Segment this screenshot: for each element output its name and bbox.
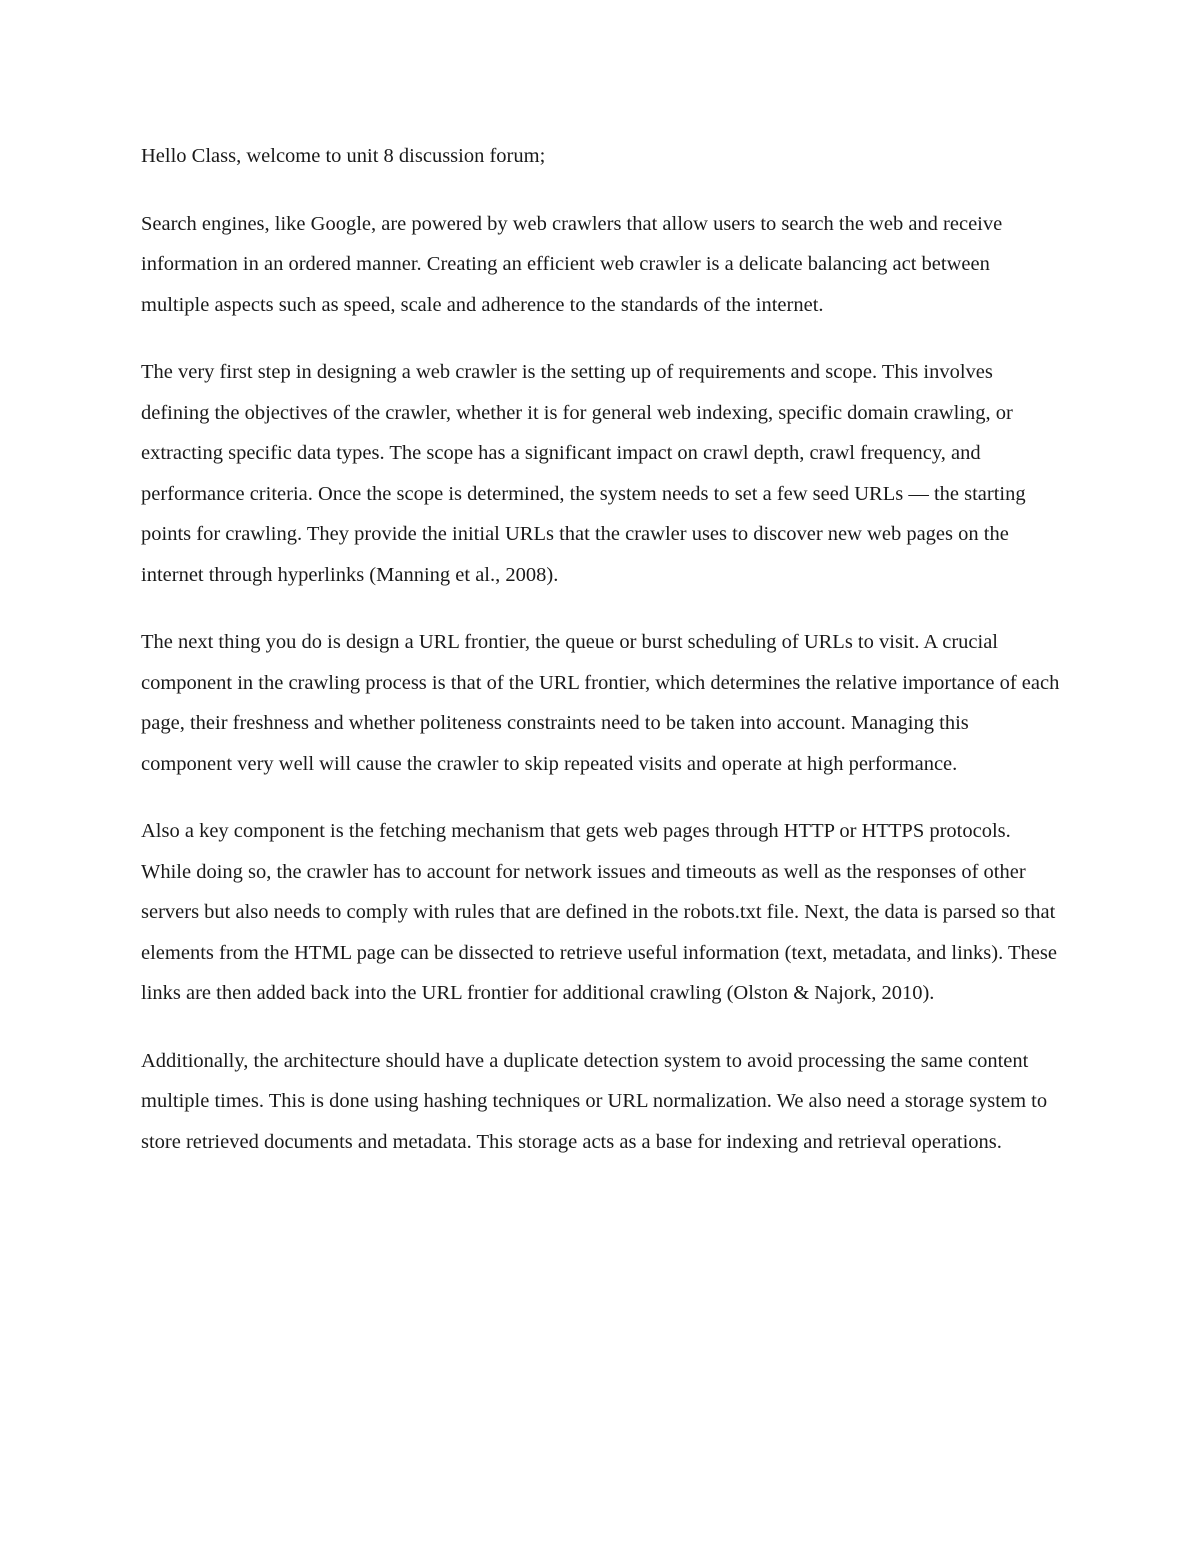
url-frontier-paragraph: The next thing you do is design a URL frontier, the queue or burst scheduling of URLs to visit. A crucial component in the crawling process is that of the URL frontier, which determines the relative importance of each page, their freshness and whether politeness constraints need to be taken into account. Managing this component very well will cause the crawler to skip repeated visits and operate at high performance. xyxy=(141,631,1060,775)
duplicate-detection-paragraph: Additionally, the architecture should have a duplicate detection system to avoid processing the same content multiple times. This is done using hashing techniques or URL normalization. We also need a storage system to store retrieved documents and metadata. This storage acts as a base for indexing and retrieval operations. xyxy=(141,1049,1048,1153)
document-body xyxy=(141,136,1061,1189)
intro-paragraph: Search engines, like Google, are powered by web crawlers that allow users to search the web and receive information in an ordered manner. Creating an efficient web crawler is a delicate balancing act between multiple aspects such as speed, scale and adherence to the standards of the internet. xyxy=(141,212,1003,316)
fetching-mechanism-paragraph: Also a key component is the fetching mechanism that gets web pages through HTTP or HTTPS protocols. While doing so, the crawler has to account for network issues and timeouts as well as the responses of other servers but also needs to comply with rules that are defined in the robots.txt file. Next, the data is parsed so that elements from the HTML page can be dissected to retrieve useful information (text, metadata, and links). These links are then added back into the URL frontier for additional crawling (Olston & Najork, 2010). xyxy=(141,820,1057,1004)
requirements-scope-paragraph: The very first step in designing a web crawler is the setting up of requirements and scope. This involves defining the objectives of the crawler, whether it is for general web indexing, specific domain crawling, or extracting specific data types. The scope has a significant impact on crawl depth, crawl frequency, and performance criteria. Once the scope is determined, the system needs to set a few seed URLs — the starting points for crawling. They provide the initial URLs that the crawler uses to discover new web pages on the internet through hyperlinks (Manning et al., 2008). xyxy=(141,361,1026,586)
greeting-paragraph: Hello Class, welcome to unit 8 discussion forum; xyxy=(141,145,546,167)
